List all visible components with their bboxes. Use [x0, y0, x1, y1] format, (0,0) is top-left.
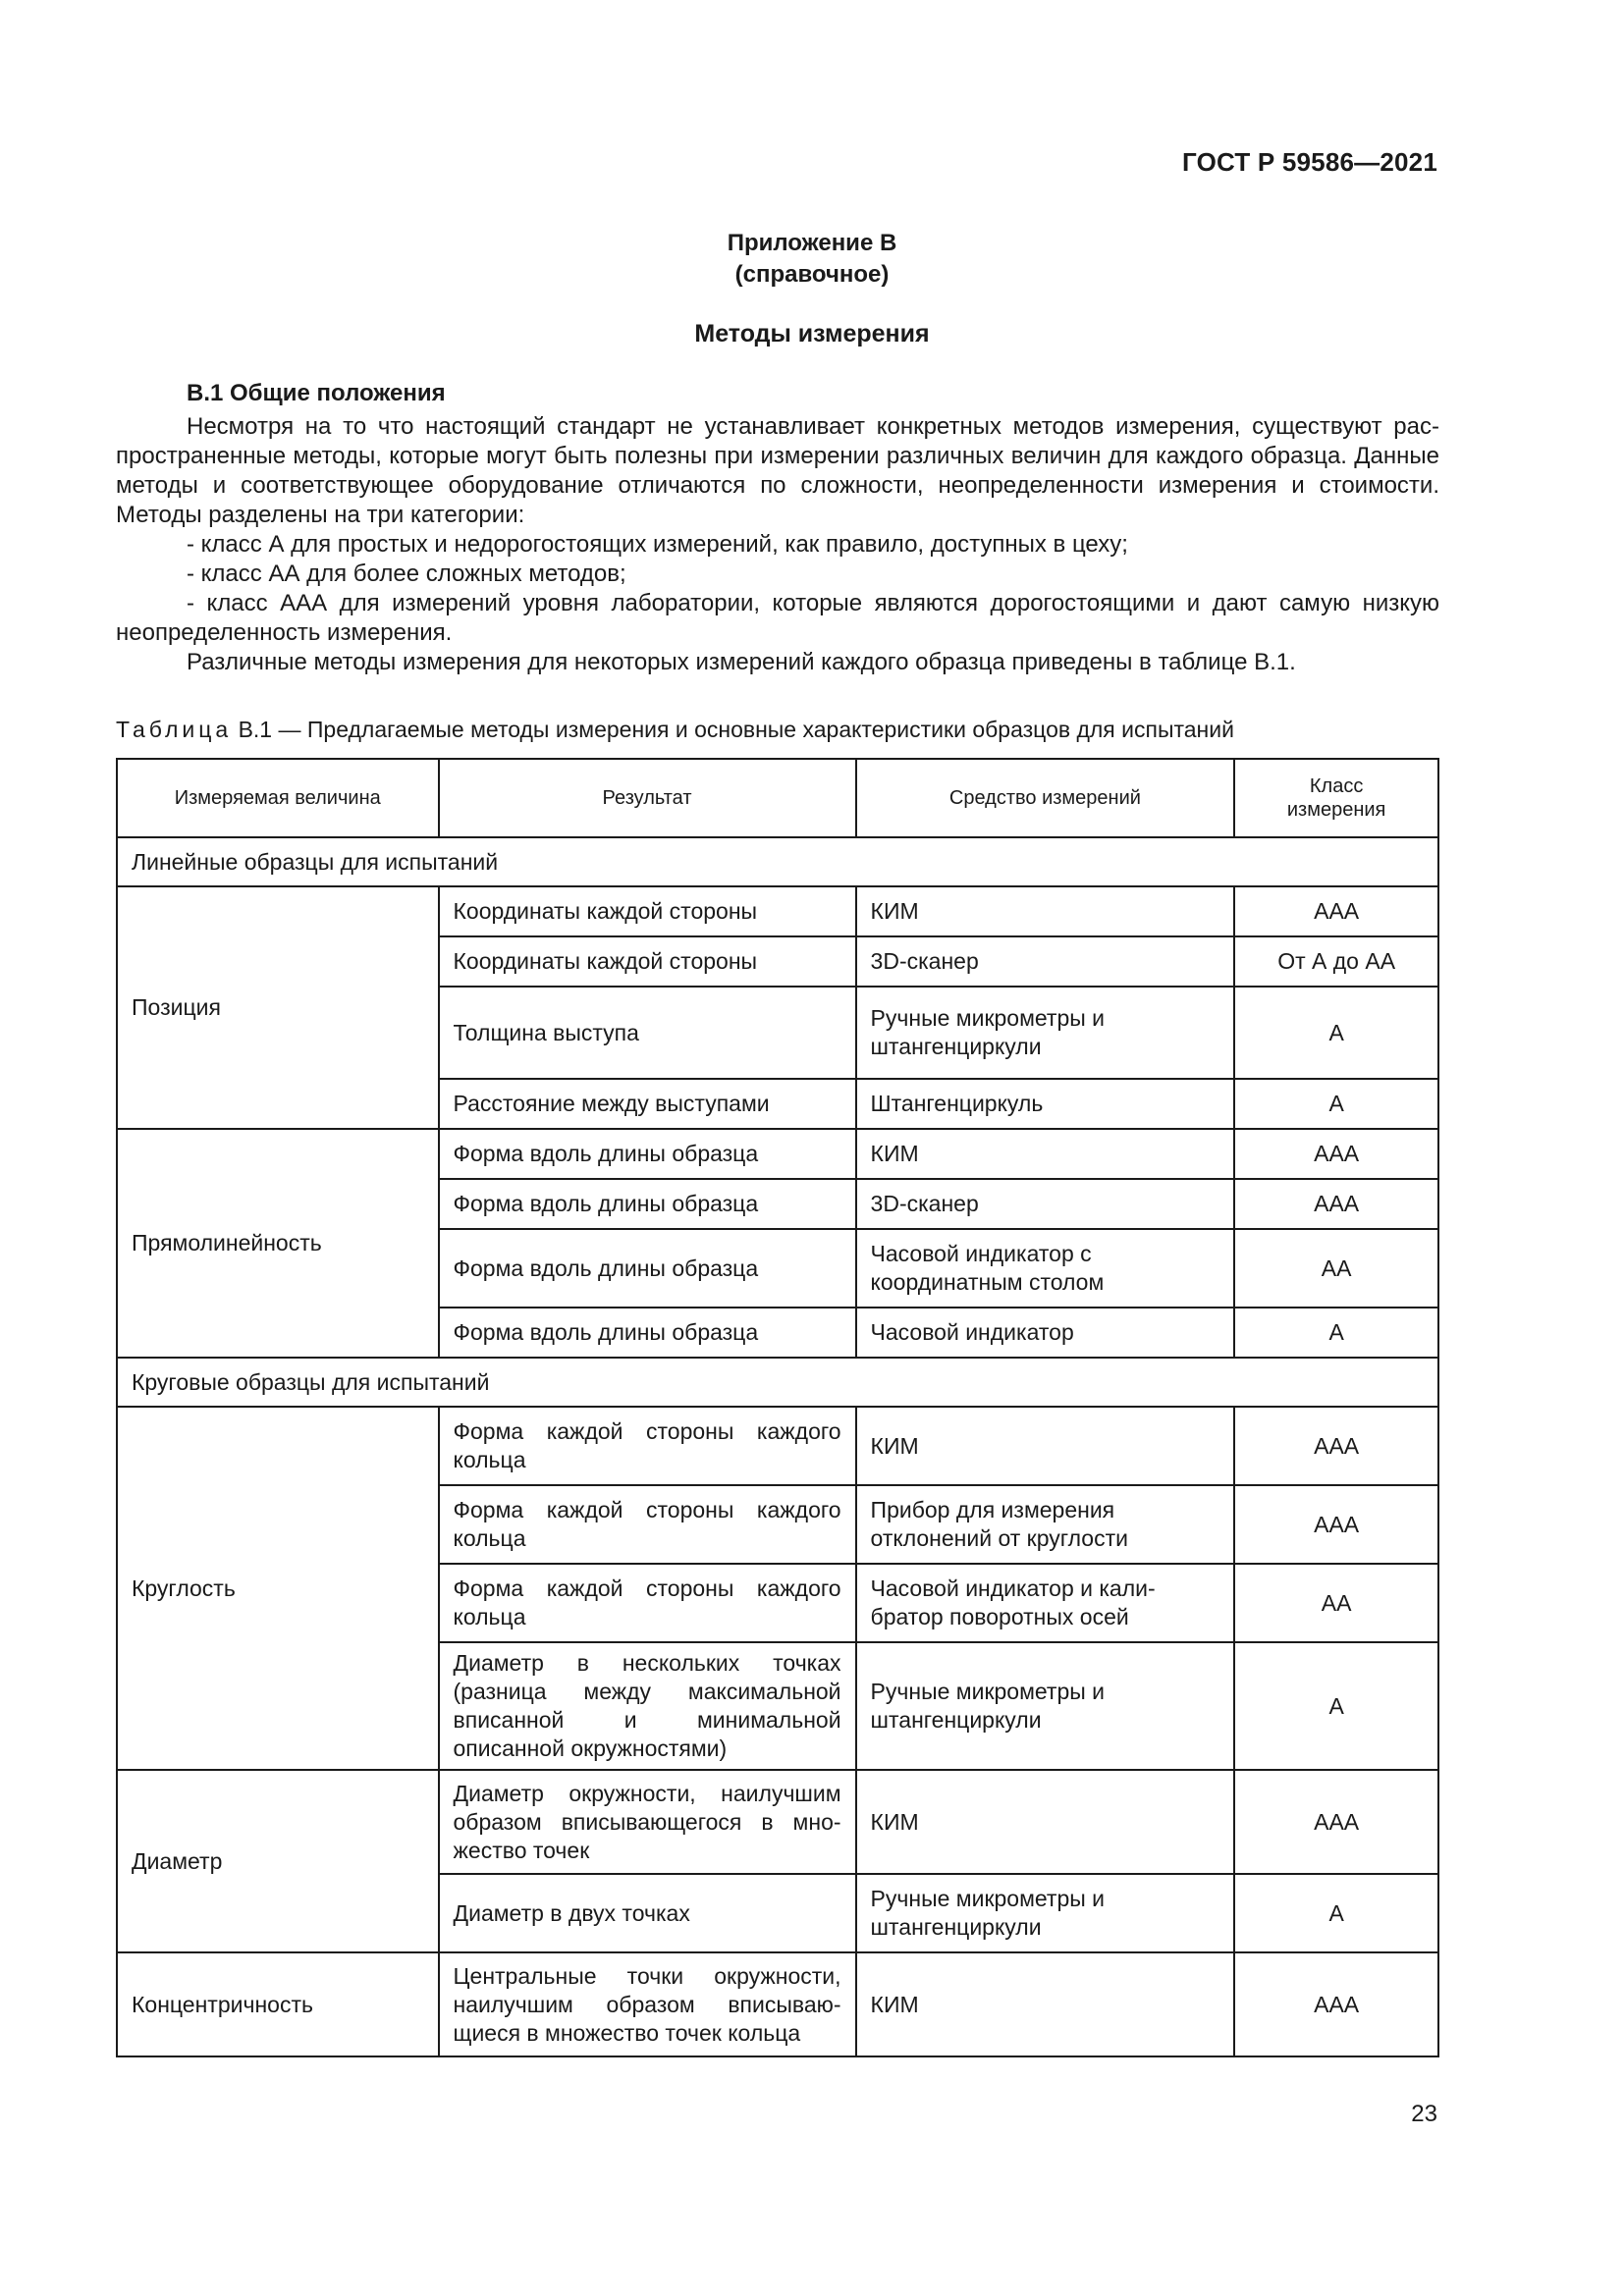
cell-class: ААА	[1234, 1485, 1438, 1564]
table-caption-text: В.1 — Предлагаемые методы измерения и основные характеристики образцов для испытаний	[238, 717, 1234, 742]
header-class: Класс измерения	[1234, 759, 1438, 837]
cell-result: Координаты каждой стороны	[439, 886, 856, 936]
cell-result: Форма каждой стороны каждого кольца	[439, 1407, 856, 1485]
cell-instrument: КИМ	[856, 1129, 1235, 1179]
cell-result: Форма вдоль длины образца	[439, 1229, 856, 1308]
cell-class: ААА	[1234, 1407, 1438, 1485]
cell-result: Форма вдоль длины образца	[439, 1179, 856, 1229]
quantity-straightness: Прямолинейность	[117, 1129, 439, 1358]
cell-instrument: КИМ	[856, 1952, 1235, 2056]
appendix-subtitle: (справочное)	[734, 261, 890, 288]
table-row	[117, 886, 1438, 936]
cell-class: АА	[1234, 1564, 1438, 1642]
appendix-heading	[0, 228, 1624, 291]
group-row-circular	[117, 1358, 1438, 1407]
list-item: - класс ААА для измерений уровня лаборатории, которые являются дорогостоящими и дают самую низкую неопределенность измерения.	[116, 590, 1439, 646]
cell-instrument: Часовой индикатор и калибратор поворотных осей	[856, 1564, 1235, 1642]
cell-result: Форма вдоль длины образца	[439, 1308, 856, 1358]
cell-instrument: Ручные микрометры и штангенциркули	[856, 1874, 1235, 1952]
cell-instrument: Часовой индикатор с координатным столом	[856, 1229, 1235, 1308]
list-item: - класс А для простых и недорогостоящих измерений, как правило, доступных в цеху;	[187, 531, 1128, 558]
quantity-roundness: Круглость	[117, 1407, 439, 1770]
cell-instrument: КИМ	[856, 886, 1235, 936]
table-row	[117, 1407, 1438, 1485]
table-caption-label: Таблица	[116, 717, 233, 742]
cell-class: А	[1234, 1874, 1438, 1952]
cell-class: От А до АА	[1234, 936, 1438, 987]
measurement-methods-table	[116, 758, 1439, 2057]
cell-class: ААА	[1234, 1770, 1438, 1874]
header-quantity: Измеряемая величина	[117, 759, 439, 837]
cell-result: Диаметр в нескольких точках (разница между максимальной вписанной и минимальной описанной окружностями)	[439, 1642, 856, 1770]
document-code: ГОСТ Р 59586—2021	[1182, 147, 1437, 177]
group-row-linear	[117, 837, 1438, 886]
cell-class: ААА	[1234, 1129, 1438, 1179]
group-label-circular: Круговые образцы для испытаний	[117, 1358, 1438, 1407]
cell-result: Координаты каждой стороны	[439, 936, 856, 987]
group-label-linear: Линейные образцы для испытаний	[117, 837, 1438, 886]
cell-instrument: Штангенциркуль	[856, 1079, 1235, 1129]
cell-class: А	[1234, 987, 1438, 1079]
intro-paragraph: Несмотря на то что настоящий стандарт не устанавливает конкретных методов измерения, существуют распространенные методы, которые могут быть полезны при измерении различных величин для каждого образца. Данные методы и соответствующее оборудование отличаются по сложности, неопределенности измерения и стоимости. Методы разделены на три категории:	[116, 413, 1439, 528]
cell-instrument: Ручные микрометры и штангенциркули	[856, 987, 1235, 1079]
cell-class: АА	[1234, 1229, 1438, 1308]
cell-class: ААА	[1234, 1179, 1438, 1229]
table-header-row	[117, 759, 1438, 837]
cell-result: Форма вдоль длины образца	[439, 1129, 856, 1179]
cell-result: Центральные точки окружности, наилучшим образом вписывающиеся в множество точек кольца	[439, 1952, 856, 2056]
section-title: Методы измерения	[694, 320, 930, 347]
closing-paragraph: Различные методы измерения для некоторых измерений каждого образца приведены в таблице В.1.	[187, 649, 1296, 675]
quantity-diameter: Диаметр	[117, 1770, 439, 1952]
header-result: Результат	[439, 759, 856, 837]
cell-result: Форма каждой стороны каждого кольца	[439, 1564, 856, 1642]
page-number: 23	[1411, 2101, 1437, 2127]
table-row	[117, 1770, 1438, 1874]
appendix-title: Приложение В	[727, 230, 897, 256]
cell-class: ААА	[1234, 1952, 1438, 2056]
cell-instrument: Часовой индикатор	[856, 1308, 1235, 1358]
cell-class: А	[1234, 1079, 1438, 1129]
cell-instrument: Ручные микрометры и штангенциркули	[856, 1642, 1235, 1770]
quantity-position: Позиция	[117, 886, 439, 1129]
cell-instrument: Прибор для измерения отклонений от круглости	[856, 1485, 1235, 1564]
cell-result: Форма каждой стороны каждого кольца	[439, 1485, 856, 1564]
subsection-heading: В.1 Общие положения	[187, 380, 446, 406]
general-provisions-section	[116, 379, 1439, 677]
cell-class: А	[1234, 1308, 1438, 1358]
cell-result: Толщина выступа	[439, 987, 856, 1079]
cell-instrument: 3D-сканер	[856, 936, 1235, 987]
cell-result: Диаметр в двух точках	[439, 1874, 856, 1952]
table-caption	[116, 717, 1234, 743]
cell-class: ААА	[1234, 886, 1438, 936]
cell-result: Расстояние между выступами	[439, 1079, 856, 1129]
cell-instrument: КИМ	[856, 1407, 1235, 1485]
quantity-concentricity: Концентричность	[117, 1952, 439, 2056]
cell-class: А	[1234, 1642, 1438, 1770]
cell-instrument: 3D-сканер	[856, 1179, 1235, 1229]
cell-result: Диаметр окружности, наилучшим образом вписывающегося в множество точек	[439, 1770, 856, 1874]
table-row	[117, 1129, 1438, 1179]
cell-instrument: КИМ	[856, 1770, 1235, 1874]
table-row	[117, 1952, 1438, 2056]
list-item: - класс АА для более сложных методов;	[187, 561, 626, 587]
header-instrument: Средство измерений	[856, 759, 1235, 837]
